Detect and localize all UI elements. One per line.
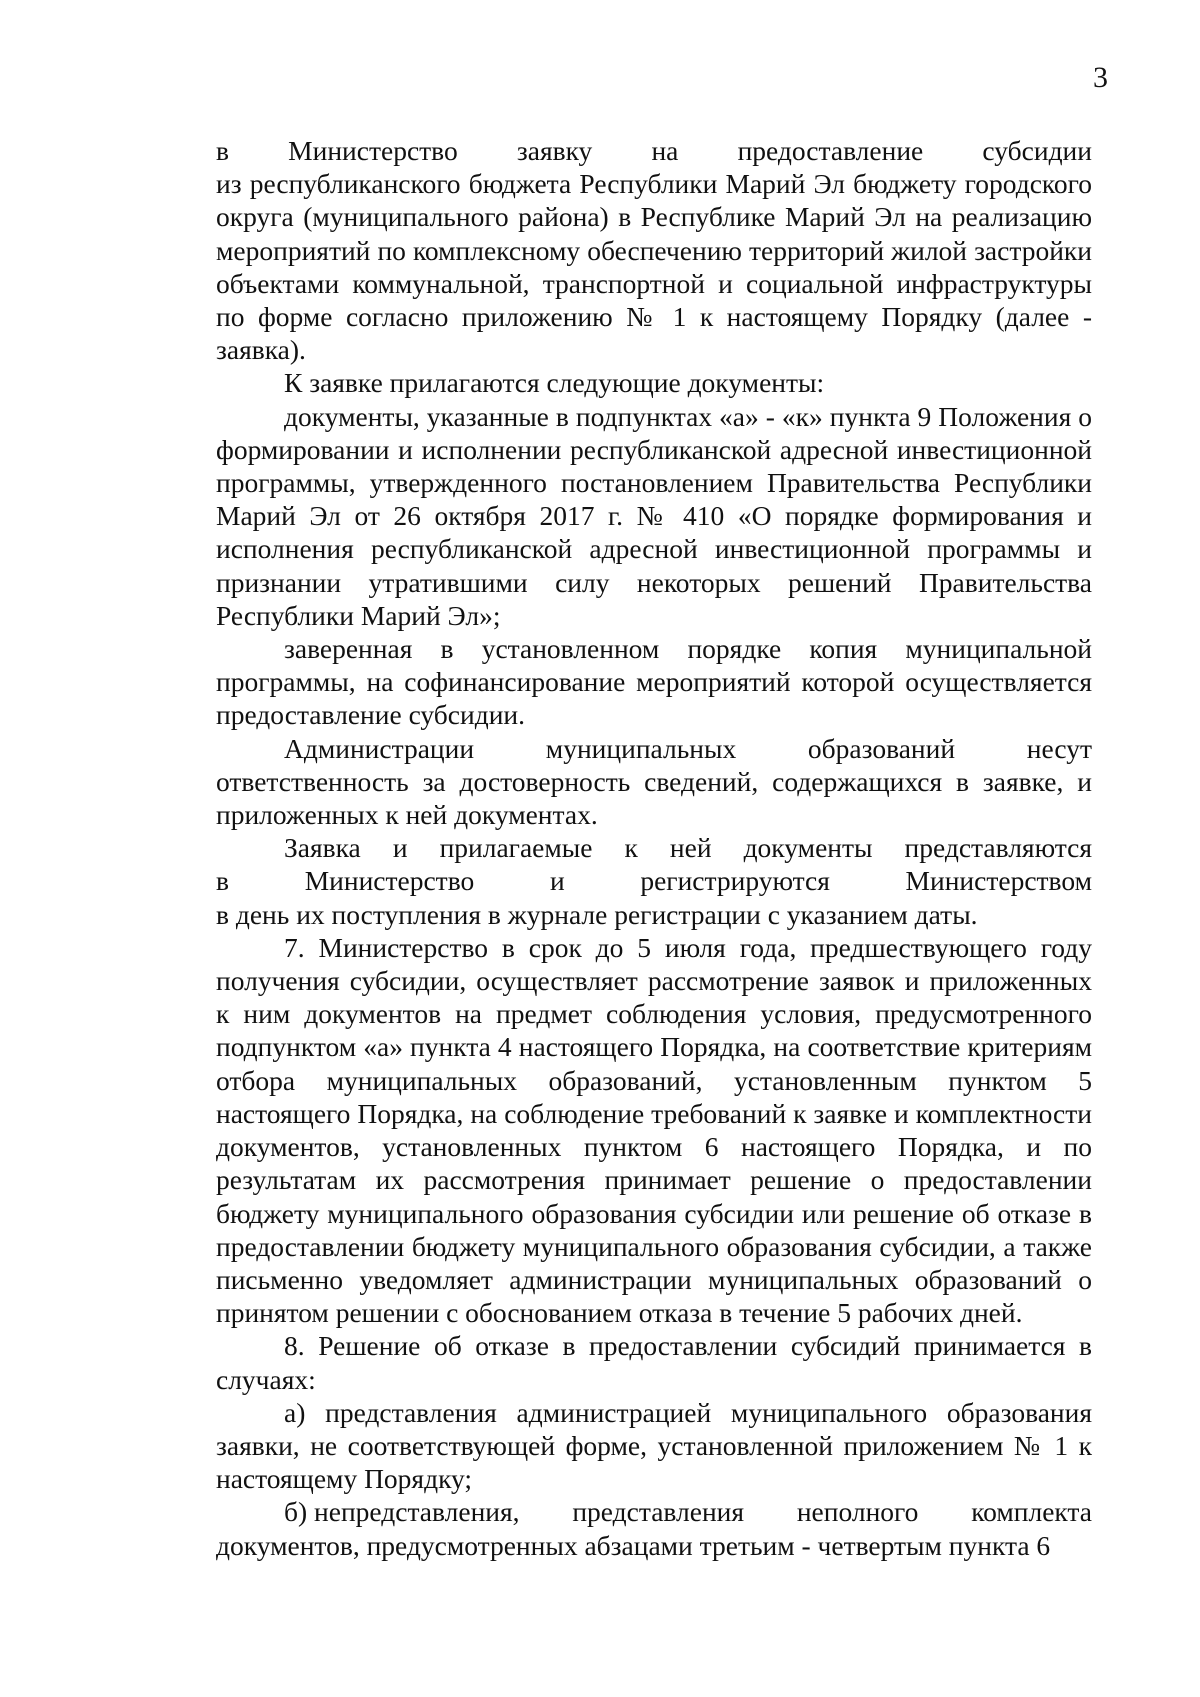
word: прилагаемые [439, 832, 593, 864]
paragraph-5-first-line [216, 831, 1092, 864]
word: регистрируются [640, 865, 830, 897]
paragraph-3: заверенная в установленном порядке копия муниципальной программы, на софинансирование мероприятий которой осуществляется предоставление субсидии. [216, 633, 1092, 731]
word: в [216, 865, 229, 897]
paragraph-0-text: из республиканского бюджета Республики Марий Эл бюджету городского округа (муниципального района) в Республике Марий Эл на реализацию мероприятий по комплексному обеспечению территорий жилой застройки объектами коммунальной, транспортной и социальной инфраструктуры по форме согласно приложению № 1 к настоящему Порядку (далее - заявка). [216, 168, 1092, 366]
word: в [216, 135, 229, 166]
paragraph-5-second-line [216, 864, 1092, 897]
word: предоставление [737, 135, 924, 166]
word: представляются [904, 832, 1092, 864]
word: неполного [796, 1496, 919, 1528]
word: субсидии [982, 135, 1092, 166]
document-body [216, 134, 1092, 1562]
word: и [549, 865, 565, 897]
paragraph-5-text: в день их поступления в журнале регистрации с указанием даты. [216, 898, 978, 930]
word: Министерством [905, 865, 1092, 897]
word: Министерство [288, 135, 458, 166]
word: б) непредставления, [284, 1496, 520, 1528]
word: документы [743, 832, 873, 864]
word: Заявка [284, 832, 361, 864]
paragraph-4: Администрации муниципальных образований несут ответственность за достоверность сведений, содержащихся в заявке, и приложенных к ней документах. [216, 732, 1092, 831]
paragraph-9-last-line: документов, предусмотренных абзацами третьим - четвертым пункта 6 [216, 1529, 1051, 1561]
paragraph-2: документы, указанные в подпунктах «а» - «к» пункта 9 Положения о формировании и исполнении республиканской адресной инвестиционной программы, утвержденного постановлением Правительства Республики Марий Эл от 26 октября 2017 г. № 410 «О порядке формирования и исполнения республиканской адресной инвестиционной программы и признании утратившими силу некоторых решений Правительства Республики Марий Эл»; [216, 400, 1092, 631]
word: заявку [516, 135, 593, 166]
word: комплекта [971, 1496, 1092, 1528]
word: на [651, 135, 679, 166]
paragraph-1: К заявке прилагаются следующие документы: [284, 367, 825, 399]
paragraph-6: 7. Министерство в срок до 5 июля года, предшествующего году получения субсидии, осуществляет рассмотрение заявок и приложенных к ним документов на предмет соблюдения условия, предусмотренного подпунктом «а» пункта 4 настоящего Порядка, на соответствие критериям отбора муниципальных образований, установленным пунктом 5 настоящего Порядка, на соблюдение требований к заявке и комплектности документов, установленных пунктом 6 настоящего Порядка, и по результатам их рассмотрения принимает решение о предоставлении бюджету муниципального образования субсидии или решение об отказе в предоставлении бюджету муниципального образования субсидии, а также письменно уведомляет администрации муниципальных образований о принятом решении с обоснованием отказа в течение 5 рабочих дней. [216, 931, 1092, 1329]
paragraph-0-first-line [216, 134, 1092, 167]
word: представления [572, 1496, 745, 1528]
word: ней [669, 832, 712, 864]
paragraph-9-first-line [216, 1495, 1092, 1528]
paragraph-7: 8. Решение об отказе в предоставлении субсидий принимается в случаях: [216, 1330, 1092, 1395]
paragraph-8: а) представления администрацией муниципального образования заявки, не соответствующей форме, установленной приложением № 1 к настоящему Порядку; [216, 1396, 1092, 1495]
word: и [392, 832, 408, 864]
word: Министерство [304, 865, 475, 897]
page-number: 3 [1093, 61, 1108, 94]
word: к [624, 832, 638, 864]
